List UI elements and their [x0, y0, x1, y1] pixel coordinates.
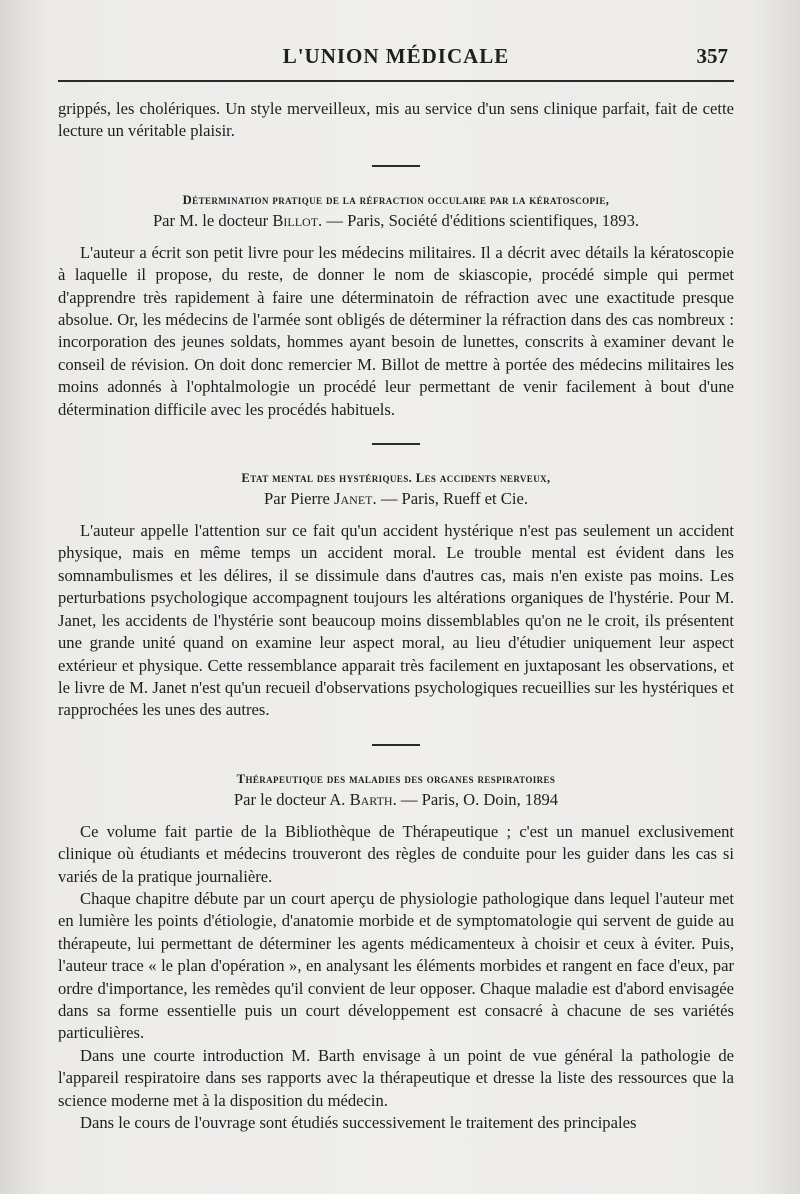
review-paragraph: L'auteur a écrit son petit livre pour les médecins militaires. Il a décrit avec détails la kératoscopie à laquelle il propose, du reste, de donner le nom de skiascopie, procédé simple qui permet d'apprendre très rapidement à faire une déterminatoin de réfraction avec une exactitude presque absolue. Or, les médecins de l'armée sont obligés de déterminer la réfraction dans des cas nombreux : incorporation des jeunes soldats, hommes ayant besoin de lunettes, conscrits à examiner devant le conseil de révision. On doit donc remercier M. Billot de mettre à portée des médecins militaires les moins adonnés à l'ophtalmologie un procédé leur permettant de venir facilement à bout d'une détermination difficile avec les procédés habituels. — [58, 242, 734, 419]
review-paragraph: Dans une courte introduction M. Barth envisage à un point de vue général la pathologie de l'appareil respiratoire dans ses rapports avec la thérapeutique et dresse la liste des ressources que la science moderne met à la disposition du médecin. — [58, 1045, 734, 1110]
author-name: Barth. — [349, 789, 397, 809]
intro-paragraph: grippés, les cholériques. Un style merveilleux, mis au service d'un sens clinique parfait, fait de cette lecture un véritable plaisir. — [58, 99, 734, 141]
publisher-info: — Paris, Société d'éditions scientifiques, 1893. — [326, 210, 640, 230]
review-byline — [58, 789, 734, 811]
review-title: Etat mental des hystériques. Les accidents nerveux, — [241, 471, 551, 486]
section-separator — [372, 165, 420, 167]
journal-title: L'UNION MÉDICALE — [282, 44, 510, 68]
page-header — [58, 44, 734, 74]
section-separator — [372, 744, 420, 746]
review-paragraph: Dans le cours de l'ouvrage sont étudiés successivement le traitement des principales — [80, 1113, 637, 1132]
header-rule — [58, 80, 734, 82]
publisher-info: — Paris, Rueff et Cie. — [380, 489, 528, 509]
review-byline — [58, 488, 734, 510]
publisher-info: — Paris, O. Doin, 1894 — [400, 789, 559, 809]
review-byline — [58, 210, 734, 232]
review-barth — [58, 769, 734, 1135]
review-title: Thérapeutique des maladies des organes respiratoires — [236, 771, 556, 786]
author-name: Janet. — [334, 489, 377, 509]
page-number: 357 — [696, 44, 728, 68]
review-janet — [58, 468, 734, 722]
review-billot — [58, 190, 734, 421]
byline-prefix: Par M. le docteur — [152, 210, 269, 230]
byline-prefix: Par Pierre — [264, 489, 330, 509]
byline-prefix: Par le docteur A. — [233, 789, 346, 809]
review-title: Détermination pratique de la réfraction occulaire par la kératoscopie, — [182, 192, 610, 207]
section-separator — [372, 443, 420, 445]
review-paragraph: Chaque chapitre débute par un court aperçu de physiologie pathologique dans lequel l'auteur met en lumière les points d'étiologie, d'anatomie morbide et de symptomatologie qui servent de guide au thérapeute, lui permettant de déterminer les agents médicamenteux à choisir et ceux à éviter. Puis, l'auteur trace « le plan d'opération », en analysant les éléments morbides et rangent en face d'eux, par ordre d'importance, les remèdes qu'il convient de leur opposer. Chaque maladie est d'abord envisagée dans sa forme essentielle puis un court développement est consacré à chacune de ses variétés particulières. — [58, 888, 734, 1043]
review-paragraph: L'auteur appelle l'attention sur ce fait qu'un accident hystérique n'est pas seulement un accident physique, mais en même temps un accident moral. Le trouble mental est évident dans les somnambulismes et les délires, il se dissimule dans d'autres cas, mais n'en existe pas moins. Les perturbations psychologique accompagnent toujours les altérations organiques de l'hystérie. Pour M. Janet, les accidents de l'hystérie sont beaucoup moins dissemblables qu'on ne le croit, ils présentent une grande unité quand on examine leur aspect moral, au lieu d'étudier uniquement leur aspect extérieur et physique. Cette ressemblance apparait très facilement en juxtaposant les observations, et le livre de M. Janet n'est qu'un recueil d'observations psychologiques recueillies sur les hystériques et rapprochées les unes des autres. — [58, 521, 734, 720]
page-content — [58, 98, 734, 1134]
review-paragraph: Ce volume fait partie de la Bibliothèque de Thérapeutique ; c'est un manuel exclusivement clinique où étudiants et médecins trouveront des règles de conduite pour les guider dans les cas si variés de la pratique journalière. — [58, 821, 734, 886]
author-name: Billot. — [272, 210, 323, 230]
